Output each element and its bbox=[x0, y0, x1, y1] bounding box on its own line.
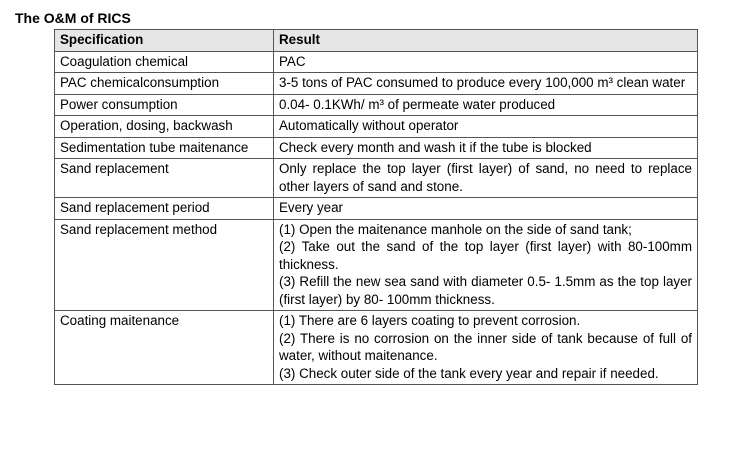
cell-specification: PAC chemicalconsumption bbox=[55, 73, 274, 95]
result-line: 0.04- 0.1KWh/ m³ of permeate water produced bbox=[279, 96, 556, 112]
result-line: 3-5 tons of PAC consumed to produce every 100,000 m³ clean water bbox=[279, 75, 686, 90]
table-row bbox=[55, 311, 698, 385]
result-line: (3) Check outer side of the tank every year and repair if needed. bbox=[279, 365, 659, 381]
header-result: Result bbox=[274, 30, 698, 52]
table-row bbox=[55, 159, 698, 198]
cell-specification: Sand replacement bbox=[55, 159, 274, 198]
result-line: (2) Take out the sand of the top layer (first layer) with 80-100mm thickness. bbox=[279, 239, 692, 272]
result-line: (3) Refill the new sea sand with diameter 0.5- 1.5mm as the top layer (first layer) by 80- 100mm thickness. bbox=[279, 274, 692, 307]
result-line: Only replace the top layer (first layer) of sand, no need to replace other layers of sand and stone. bbox=[279, 161, 692, 194]
table-row bbox=[55, 137, 698, 159]
cell-specification: Power consumption bbox=[55, 94, 274, 116]
result-line: (1) Open the maitenance manhole on the side of sand tank; bbox=[279, 221, 632, 237]
cell-result bbox=[274, 198, 698, 220]
result-line: Every year bbox=[279, 200, 343, 215]
result-line: (2) There is no corrosion on the inner side of tank because of full of water, without maitenance. bbox=[279, 330, 692, 363]
cell-specification: Sand replacement method bbox=[55, 219, 274, 311]
cell-result bbox=[274, 116, 698, 138]
page-title: The O&M of RICS bbox=[15, 10, 131, 26]
cell-result bbox=[274, 94, 698, 116]
table-body bbox=[55, 51, 698, 385]
cell-specification: Coating maitenance bbox=[55, 311, 274, 385]
cell-result bbox=[274, 159, 698, 198]
table-row bbox=[55, 94, 698, 116]
cell-result bbox=[274, 137, 698, 159]
table-row bbox=[55, 73, 698, 95]
table-row bbox=[55, 198, 698, 220]
result-line: Automatically without operator bbox=[279, 118, 459, 133]
header-specification: Specification bbox=[55, 30, 274, 52]
result-line: Check every month and wash it if the tube is blocked bbox=[279, 139, 592, 155]
table-header-row bbox=[55, 30, 698, 52]
cell-result bbox=[274, 219, 698, 311]
table-row bbox=[55, 116, 698, 138]
result-line: (1) There are 6 layers coating to prevent corrosion. bbox=[279, 313, 581, 328]
om-table bbox=[54, 29, 698, 385]
cell-specification: Operation, dosing, backwash bbox=[55, 116, 274, 138]
cell-specification: Coagulation chemical bbox=[55, 51, 274, 73]
cell-result bbox=[274, 51, 698, 73]
table-row bbox=[55, 219, 698, 311]
cell-specification: Sedimentation tube maitenance bbox=[55, 137, 274, 159]
cell-result bbox=[274, 311, 698, 385]
cell-result bbox=[274, 73, 698, 95]
result-line: PAC bbox=[279, 53, 306, 69]
table-row bbox=[55, 51, 698, 73]
cell-specification: Sand replacement period bbox=[55, 198, 274, 220]
